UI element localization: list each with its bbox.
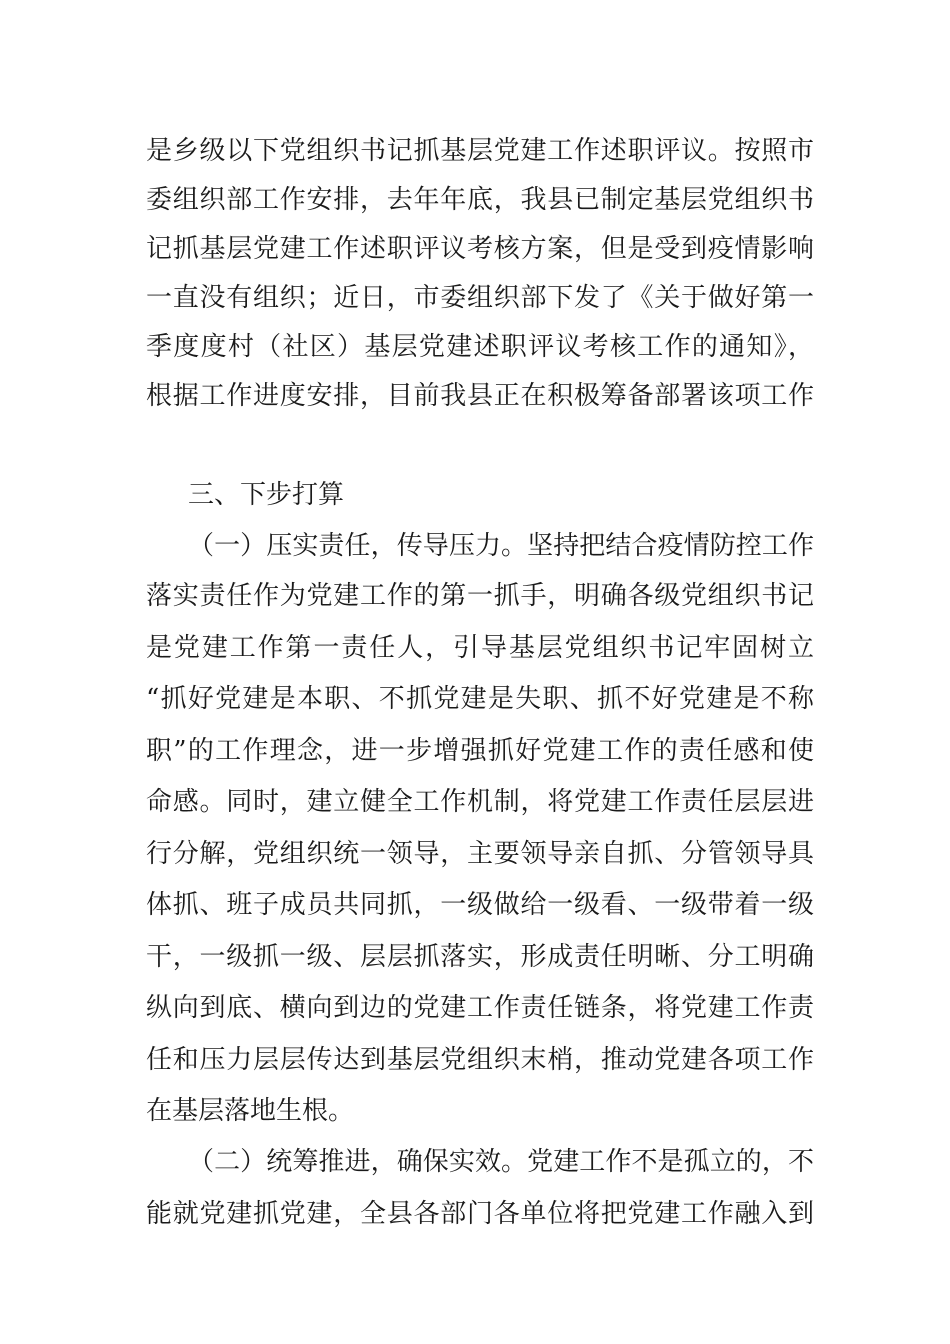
text-line: 记抓基层党建工作述职评议考核方案，但是受到疫情影响: [146, 234, 814, 264]
text-line: 命感。同时，建立健全工作机制，将党建工作责任层层进: [146, 787, 814, 817]
text-line: 一直没有组织；近日，市委组织部下发了《关于做好第一: [146, 283, 814, 313]
text-line: 落实责任作为党建工作的第一抓手，明确各级党组织书记: [146, 581, 814, 611]
paragraph-first-line: （一）压实责任，传导压力。坚持把结合疫情防控工作: [188, 531, 814, 561]
text-line: 季度度村（社区）基层党建述职评议考核工作的通知》，: [146, 332, 814, 362]
paragraph-last-line: 在基层落地生根。: [146, 1096, 355, 1126]
text-line: “抓好党建是本职、不抓党建是失职、抓不好党建是不称: [146, 684, 814, 714]
section-heading: 三、下步打算: [188, 480, 345, 510]
text-line: 职”的工作理念，进一步增强抓好党建工作的责任感和使: [146, 736, 814, 766]
text-line: 纵向到底、横向到边的党建工作责任链条，将党建工作责: [146, 993, 814, 1023]
text-line: 委组织部工作安排，去年年底，我县已制定基层党组织书: [146, 185, 814, 215]
paragraph-first-line: （二）统筹推进，确保实效。党建工作不是孤立的，不: [188, 1147, 814, 1177]
text-line: 体抓、班子成员共同抓，一级做给一级看、一级带着一级: [146, 890, 814, 920]
text-line: 能就党建抓党建，全县各部门各单位将把党建工作融入到: [146, 1199, 814, 1229]
text-line: 干，一级抓一级、层层抓落实，形成责任明晰、分工明确: [146, 942, 814, 972]
text-line: 根据工作进度安排，目前我县正在积极筹备部署该项工作: [146, 381, 814, 411]
text-line: 行分解，党组织统一领导，主要领导亲自抓、分管领导具: [146, 839, 814, 869]
text-line: 任和压力层层传达到基层党组织末梢，推动党建各项工作: [146, 1045, 814, 1075]
text-line: 是乡级以下党组织书记抓基层党建工作述职评议。按照市: [146, 136, 814, 166]
text-line: 是党建工作第一责任人，引导基层党组织书记牢固树立: [146, 633, 814, 663]
